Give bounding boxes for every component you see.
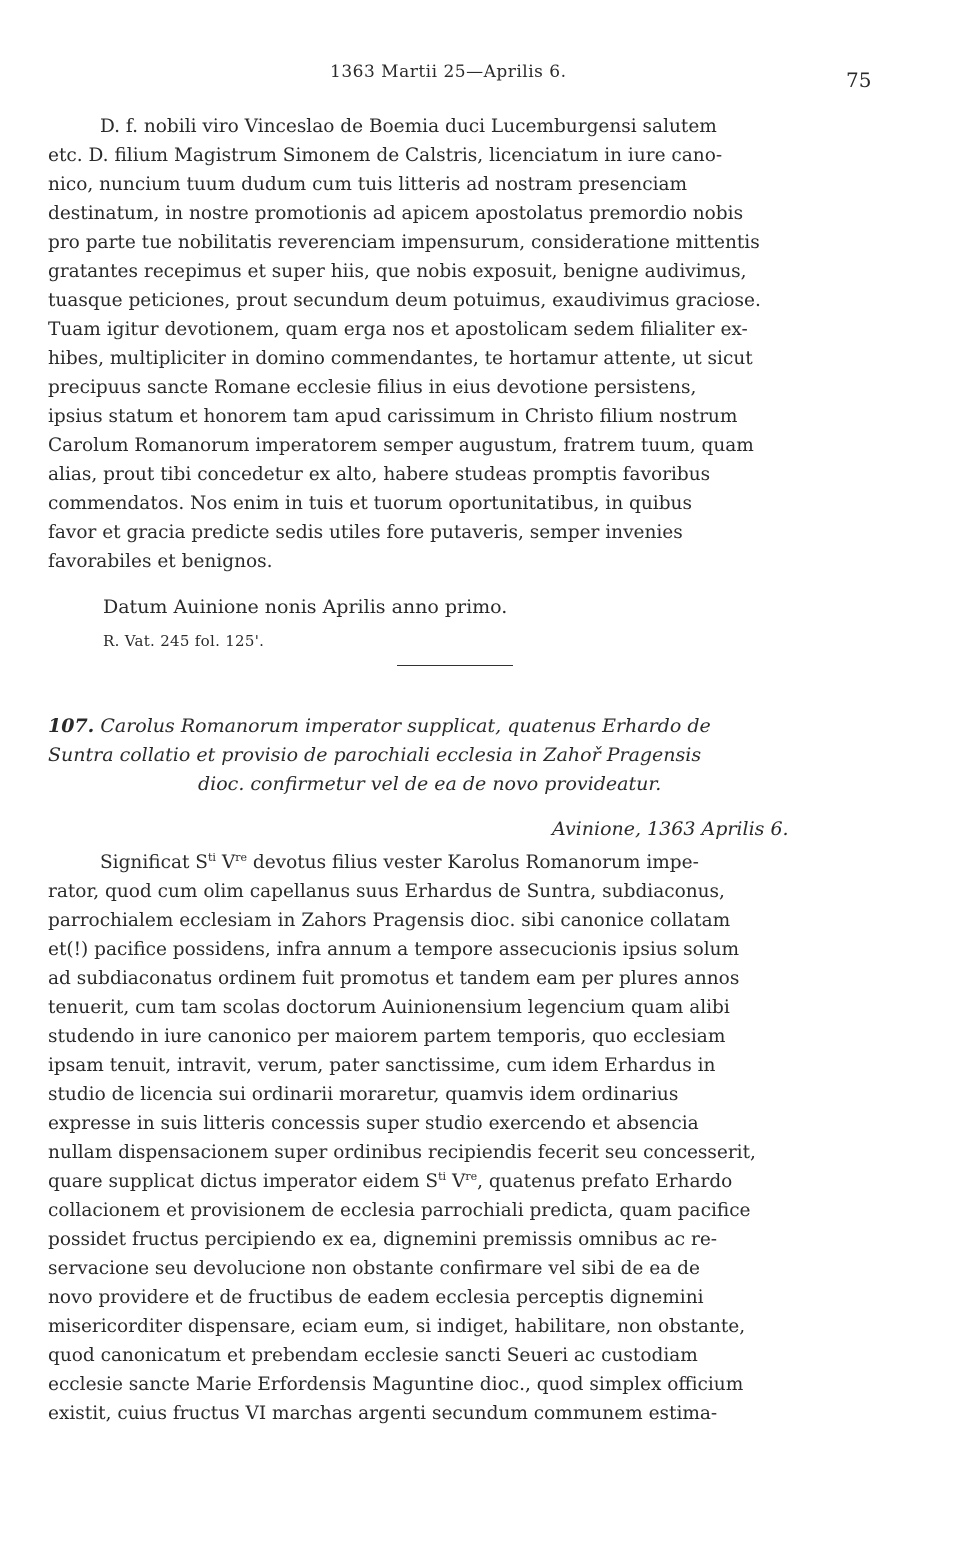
heading-line: dioc. confirmetur vel de ea de novo provideatur. [198, 773, 662, 795]
text-line: precipuus sancte Romane ecclesie filius in eius devotione persistens, [48, 377, 697, 398]
page-number: 75 [846, 68, 872, 92]
text-line: parrochialem ecclesiam in Zahors Pragensis dioc. sibi canonice collatam [48, 910, 731, 931]
text-line: studendo in iure canonico per maiorem partem temporis, quo ecclesiam [48, 1026, 726, 1047]
text-line: D. f. nobili viro Vinceslao de Boemia duci Lucemburgensi salutem [100, 116, 717, 137]
text-line: rator, quod cum olim capellanus suus Erhardus de Suntra, subdiaconus, [48, 881, 725, 902]
text-line: existit, cuius fructus VI marchas argenti secundum communem estima- [48, 1403, 718, 1424]
entry-number: 107. [48, 715, 95, 737]
text-line: novo providere et de fructibus de eadem ecclesia perceptis dignemini [48, 1287, 704, 1308]
running-title: 1363 Martii 25—Aprilis 6. [330, 62, 567, 82]
text-line: tenuerit, cum tam scolas doctorum Auinionensium legencium quam alibi [48, 997, 730, 1018]
text-line: possidet fructus percipiendo ex ea, dignemini premissis omnibus ac re- [48, 1229, 718, 1250]
heading-line: Suntra collatio et provisio de parochiali ecclesia in Zahoř Pragensis [48, 744, 702, 766]
text-line: favorabiles et benignos. [48, 551, 273, 572]
place-date: Avinione, 1363 Aprilis 6. [552, 818, 789, 840]
text-line: pro parte tue nobilitatis reverenciam impensurum, consideratione mittentis [48, 232, 760, 253]
text-line: Significat $S^{ti}$ Vre devotus filius vester Karolus Romanorum impe- [100, 850, 699, 873]
text-line: ad subdiaconatus ordinem fuit promotus et tandem eam per plures annos [48, 968, 740, 989]
text-line: destinatum, in nostre promotionis ad apicem apostolatus premordio nobis [48, 203, 744, 224]
text-line: ecclesie sancte Marie Erfordensis Maguntine dioc., quod simplex officium [48, 1374, 744, 1395]
text-line: nico, nuncium tuum dudum cum tuis litteris ad nostram presenciam [48, 174, 688, 195]
entry-body [48, 848, 866, 1428]
text-line: servacione seu devolucione non obstante confirmare vel sibi de ea de [48, 1258, 700, 1279]
text-line: collacionem et provisionem de ecclesia parrochiali predicta, quam pacifice [48, 1200, 751, 1221]
text-line: Carolum Romanorum imperatorem semper augustum, fratrem tuum, quam [48, 435, 754, 456]
text-line: Tuam igitur devotionem, quam erga nos et apostolicam sedem filialiter ex- [48, 319, 748, 340]
text-line: favor et gracia predicte sedis utiles fore putaveris, semper invenies [48, 522, 683, 543]
section-divider [397, 665, 513, 666]
dating-clause: Datum Auinione nonis Aprilis anno primo. [103, 596, 508, 618]
entry-heading [48, 712, 866, 799]
heading-line: Carolus Romanorum imperator supplicat, quatenus Erhardo de [100, 715, 711, 737]
text-line: expresse in suis litteris concessis super studio exercendo et absencia [48, 1113, 699, 1134]
text-line: studio de licencia sui ordinarii moraretur, quamvis idem ordinarius [48, 1084, 679, 1105]
text-line: ipsius statum et honorem tam apud carissimum in Christo filium nostrum [48, 406, 738, 427]
text-line: misericorditer dispensare, eciam eum, si indiget, habilitare, non obstante, [48, 1316, 746, 1337]
text-line: hibes, multipliciter in domino commendantes, te hortamur attente, ut sicut [48, 348, 753, 369]
text-line: quod canonicatum et prebendam ecclesie sancti Seueri ac custodiam [48, 1345, 698, 1366]
text-line: ipsam tenuit, intravit, verum, pater sanctissime, cum idem Erhardus in [48, 1055, 716, 1076]
text-line: gratantes recepimus et super hiis, que nobis exposuit, benigne audivimus, [48, 261, 747, 282]
text-line: alias, prout tibi concedetur ex alto, habere studeas promptis favoribus [48, 464, 711, 485]
page-header [0, 62, 960, 98]
text-line: nullam dispensacionem super ordinibus recipiendis fecerit seu concesserit, [48, 1142, 756, 1163]
text-line: tuasque peticiones, prout secundum deum potuimus, exaudivimus graciose. [48, 290, 761, 311]
text-line: et(!) pacifice possidens, infra annum a tempore assecucionis ipsius solum [48, 939, 740, 960]
text-line: quare supplicat dictus imperator eidem $S^{ti}$ Vre, quatenus prefato Erhardo [48, 1169, 733, 1192]
letter-body [48, 112, 866, 576]
text-line: commendatos. Nos enim in tuis et tuorum oportunitatibus, in quibus [48, 493, 692, 514]
text-line: etc. D. filium Magistrum Simonem de Calstris, licenciatum in iure cano- [48, 145, 723, 166]
archival-reference: R. Vat. 245 fol. 125'. [103, 632, 265, 650]
